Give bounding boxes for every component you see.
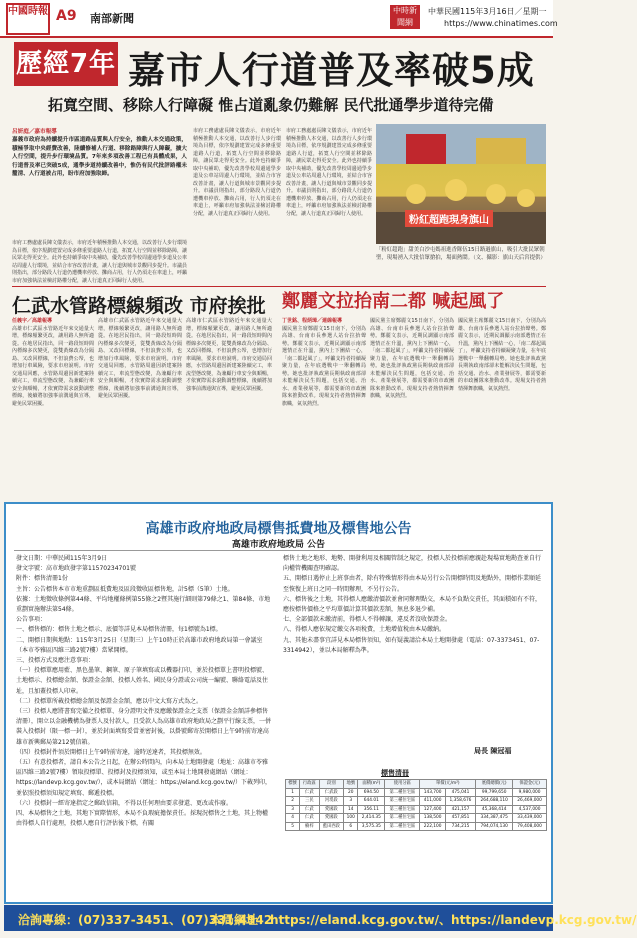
headline-kicker: 歷經7年	[14, 42, 118, 86]
land-table-cell: 33,439,000	[513, 814, 547, 823]
notice-item: 九、其他未盡事宜詳見本局標售須知，如有疑義請洽本局土地開發處（電話：07-3373451、07-3314942），並以本局解釋為準。	[283, 636, 540, 654]
page-section: 南部新聞	[90, 12, 134, 25]
notice-divider	[14, 550, 543, 551]
notice-item: （六）投標封一經寄達指定之郵政信箱，不得以任何理由要求發還、更改或作廢。	[16, 799, 233, 807]
lead-body-col3: 市府工務處處長陳文儀表示，市府近年積極推動人本交通，以改善行人步行環境為目標，依序規劃建置完成多條重要道路人行道，拓寬人行空間並移除路障，讓民眾走得更安全。此外也持續爭取中央補助，優先改善學校周邊通學步道及公車站周邊人行環境，並結合市容改善計畫，讓人行道與城市景觀同步提升。市議員則指出，部分路段人行道仍遭機車停放、攤商占用，行人仍須走在車道上，呼籲市府加強執法並檢討路權分配，讓人行道真正回歸行人使用。	[286, 128, 372, 217]
story3-title-a: 鄭麗文拉抬南二都	[282, 291, 426, 312]
notice-item: 五、開標日遇停止上班事由者，除有特殊情形得由本局另行公告開標時間及地點外，開標作業順延至恢復上班日之同一時間辦理，不另行公告。	[283, 575, 542, 593]
notice-item: 八、得標人應依規定繳交各項稅費，土地增值稅由本局繳納。	[283, 626, 446, 634]
story2-col2: 高雄市仁武區水管路近年來交通量大增，標線頻繁更改，讓用路人無所適從。在地居民指出，同一路段短時間內標線多次變更，從雙黃線改為分隔島、又改回標線，不但浪費公帑，也增加行車風險，要求市府說明。市府交通局回應，水管路周邊因新建案陸續完工，車流型態改變，為兼顧行車安全與順暢，才依實際需求滾動調整標線，後續將加強事前溝通與宣導，避免民眾困擾。	[98, 318, 182, 399]
story3-col3: 國民黨主席鄭麗文15日南下，分別為高雄、台南市長參選人站台拉抬聲勢。鄭麗文表示，近期民調顯示南部選情正在升溫，黨內上下團結一心，「南二都起風了」，呼籲支持者持續凝聚力量，在年底選戰中一舉翻轉局勢。她也批評執政黨長期執政南部卻未能解決民生問題，包括交通、治水、產業發展等，都需要新的市政團隊來推動改革。現場支持者熱情揮舞旗幟，氣氛熱烈。	[458, 318, 546, 392]
land-table-cell: 仁武	[300, 788, 319, 797]
notice-footer	[4, 905, 637, 931]
land-table-header-cell: 面積(m²)	[358, 780, 385, 789]
land-table-title: 標售清冊	[381, 769, 409, 777]
land-table-cell: 愛國段	[319, 814, 344, 823]
land-table	[285, 779, 547, 831]
lead-body-col2: 市府工務處處長陳文儀表示，市府近年積極推動人本交通，以改善行人步行環境為目標，依序規劃建置完成多條重要道路人行道，拓寬人行空間並移除路障，讓民眾走得更安全。此外也持續爭取中央補助，優先改善學校周邊通學步道及公車站周邊人行環境，並結合市容改善計畫，讓人行道與城市景觀同步提升。市議員則指出，部分路段人行道仍遭機車停放、攤商占用，行人仍須走在車道上，呼籲市府加強執法並檢討路權分配，讓人行道真正回歸行人使用。	[193, 128, 281, 217]
land-table-cell: 475,041	[445, 788, 475, 797]
land-table-cell: 26,469,000	[513, 797, 547, 806]
land-table-cell: 14	[344, 805, 358, 814]
land-table-cell: 3	[286, 805, 300, 814]
lead-summary-text: 嘉義市政府為持續提升市區道路品質與人行安全，推動人本交通政策，積極爭取中央經費改善，陸續修補人行道、移除路障與行人障礙，擴大人行空間，提升步行環境品質。7年來多項改善工程已有具體成果，人行道普及率已突破5成，通學步道持續改善中，惟仍有民代批評路權未釐清、人行道被占用，盼市府加強取締。	[12, 137, 187, 178]
land-table-header-cell: 單價(元/m²)	[420, 780, 476, 789]
notice-item: （四）投標封件須於開標日上午9時前寄達，逾時送達者，其投標無效。	[16, 748, 206, 756]
land-table-header-cell: 底價總價(元)	[476, 780, 513, 789]
land-table-row	[286, 788, 547, 797]
site-url[interactable]: https://www.chinatimes.com	[444, 19, 558, 28]
land-table-header-cell: 段別	[319, 780, 344, 789]
story2-col3: 高雄市仁武區水管路近年來交通量大增，標線頻繁更改，讓用路人無所適從。在地居民指出，同一路段短時間內標線多次變更，從雙黃線改為分隔島、又改回標線，不但浪費公帑，也增加行車風險，要求市府說明。市府交通局回應，水管路周邊因新建案陸續完工，車流型態改變，為兼顧行車安全與順暢，才依實際需求滾動調整標線，後續將加強事前溝通與宣導，避免民眾困擾。	[186, 318, 272, 392]
land-table-cell: 356.11	[358, 805, 385, 814]
brand-badge: 中時新聞網	[390, 5, 420, 29]
land-table-cell: 9,980,000	[513, 788, 547, 797]
notice-title: 高雄市政府地政局標售抵費地及標售地公告	[145, 521, 412, 537]
issue-date: 中華民國115年3月16日／星期一	[428, 7, 547, 16]
notice-meta: 發文日期：中華民國115年3月9日	[16, 555, 108, 562]
land-table-cell: 仁武	[300, 814, 319, 823]
story2-byline: 任義宇／高雄報導	[12, 318, 53, 324]
land-table-body	[286, 788, 547, 831]
land-table-cell: 仁武段	[319, 788, 344, 797]
land-table-cell: 45,368,414	[476, 805, 513, 814]
land-table-cell: 694.50	[358, 788, 385, 797]
land-table-header-cell: 地號	[344, 780, 358, 789]
land-table-cell: 三民	[300, 797, 319, 806]
land-table-cell: 222,100	[420, 822, 445, 831]
land-table-cell: 仁武	[300, 805, 319, 814]
land-table-cell: 334,387,475	[476, 814, 513, 823]
notice-item: 三、投標方式及應注意事項：	[16, 657, 95, 665]
notice-subtitle: 高雄市政府地政局 公告	[231, 540, 326, 550]
notice-item: （二）投標單所載投標總金額及保證金金額，應以中文大寫方式為之。	[16, 697, 203, 705]
land-table-cell: 264,688,110	[476, 797, 513, 806]
land-table-cell: 794,074,130	[476, 822, 513, 831]
notice-item: 六、標售後之土地，其得標人應繳清價款並會同辦理點交，本局不負點交責任，其面積如有不符，應按標售價格之平均單價計算其價款差額，無息多退少補。	[283, 595, 542, 614]
land-table-cell: 20	[344, 788, 358, 797]
land-table-cell: 138,500	[420, 814, 445, 823]
notice-item: （五）有意投標者，請自本公告之日起，在辦公時間內，向本局土地開發處（地址：高雄市苓雅區四維三路2號7樓）領取投標單、投標封及投標須知，或至本局土地開發處網站（網址：https://landevp.kcg.gov.tw/），或本局網站（網址：https://eland.kcg.gov.tw/）下載列印，並依照投標須知規定填寫、郵遞投標。	[16, 759, 271, 797]
story3-col1	[282, 318, 366, 490]
land-table-header-row	[286, 780, 547, 789]
land-table-cell: 4	[286, 814, 300, 823]
story2-text: 高雄市仁武區水管路近年來交通量大增，標線頻繁更改，讓用路人無所適從。在地居民指出，同一路段短時間內標線多次變更，從雙黃線改為分隔島、又改回標線，不但浪費公帑，也增加行車風險，要求市府說明。市府交通局回應，水管路周邊因新建案陸續完工，車流型態改變，為兼顧行車安全與順暢，才依實際需求滾動調整標線，後續將加強事前溝通與宣導，避免民眾困擾。	[12, 325, 94, 407]
land-table-cell: 421,157	[445, 805, 475, 814]
land-table-cell: 3,575.35	[358, 822, 385, 831]
land-table-row	[286, 814, 547, 823]
hotline-text: 洽詢專線：(07)337-3451、(07)331-4942	[18, 913, 273, 927]
story3-title	[282, 287, 504, 313]
story3-col2: 國民黨主席鄭麗文15日南下，分別為高雄、台南市長參選人站台拉抬聲勢。鄭麗文表示，近期民調顯示南部選情正在升溫，黨內上下團結一心，「南二都起風了」，呼籲支持者持續凝聚力量，在年底選戰中一舉翻轉局勢。她也批評執政黨長期執政南部卻未能解決民生問題，包括交通、治水、產業發展等，都需要新的市政團隊來推動改革。現場支持者熱情揮舞旗幟，氣氛熱烈。	[370, 318, 454, 399]
website-text[interactable]: 本局網址：https://eland.kcg.gov.tw/、https://landevp.kcg.gov.tw/	[210, 913, 637, 927]
notice-meta: 附件：標售清冊1份	[16, 575, 68, 583]
land-table-cell: 79,408,000	[513, 822, 547, 831]
land-table-cell: 第二種住宅區	[385, 822, 420, 831]
land-table-cell: 1	[286, 788, 300, 797]
land-table-cell: 143,700	[420, 788, 445, 797]
page-number: A9	[56, 8, 77, 24]
land-table-cell: 2	[286, 797, 300, 806]
main-headline: 嘉市人行道普及率破5成	[128, 49, 535, 92]
land-table-header-cell: 標號	[286, 780, 300, 789]
land-table-row	[286, 805, 547, 814]
land-table-cell: 3	[344, 797, 358, 806]
photo-title: 粉紅超跑現身旗山	[405, 210, 493, 227]
land-table-cell: 1,358,676	[445, 797, 475, 806]
notice-meta: 發文字號：高市地政發字第11570234701號	[16, 565, 136, 573]
notice-item: （一）投標單應用藍、黑色墨筆、鋼筆、原子筆填寫或以機器打印，並於投標單上書明投標號、土地標示、投標總金額、保證金金額、投標人姓名、國民身分證或公司統一編號、聯絡電話及住址，且加蓋投標人印章。	[16, 667, 269, 695]
land-table-cell: 411,000	[420, 797, 445, 806]
land-table-cell: 愛國段	[319, 805, 344, 814]
land-table-cell: 127,400	[420, 805, 445, 814]
land-table-header-cell: 行政區	[300, 780, 319, 789]
lead-summary	[12, 128, 187, 238]
notice-item: 七、全部價款未繳清前，得標人不得轉讓，違反者沒收保證金。	[283, 616, 452, 624]
land-sale-notice	[4, 502, 553, 904]
notice-body-right	[283, 554, 545, 744]
story3-text: 國民黨主席鄭麗文15日南下，分別為高雄、台南市長參選人站台拉抬聲勢。鄭麗文表示，近期民調顯示南部選情正在升溫，黨內上下團結一心，「南二都起風了」，呼籲支持者持續凝聚力量，在年底選戰中一舉翻轉局勢。她也批評執政黨長期執政南部卻未能解決民生問題，包括交通、治水、產業發展等，都需要新的市政團隊來推動改革。現場支持者熱情揮舞旗幟，氣氛熱烈。	[282, 325, 366, 407]
notice-item: 依據：土地徵收條例第44條、平均地權條例第55條之2暨其施行細則第79條之1、第84條、市地重劃實施辦法第54條。	[16, 595, 271, 614]
story2-col1	[12, 318, 94, 490]
land-table-cell: 100	[344, 814, 358, 823]
land-table-cell: 第二種住宅區	[385, 788, 420, 797]
land-table-row	[286, 797, 547, 806]
lead-body-col1: 市府工務處處長陳文儀表示，市府近年積極推動人本交通，以改善行人步行環境為目標，依序規劃建置完成多條重要道路人行道，拓寬人行空間並移除路障，讓民眾走得更安全。此外也持續爭取中央補助，優先改善學校周邊通學步道及公車站周邊人行環境，並結合市容改善計畫，讓人行道與城市景觀同步提升。市議員則指出，部分路段人行道仍遭機車停放、攤商占用，行人仍須走在車道上，呼籲市府加強執法並檢討路權分配，讓人行道真正回歸行人使用。	[12, 240, 188, 284]
lead-byline: 呂妍庭／嘉市報導	[12, 129, 57, 135]
notice-signer: 局長 陳冠福	[474, 747, 512, 755]
land-table-cell: 第三種住宅區	[385, 797, 420, 806]
notice-body-left	[16, 554, 271, 899]
story3-title-b: 喊起風了	[432, 291, 505, 312]
land-table-cell: 734,215	[445, 822, 475, 831]
land-table-cell: 藍田西段	[319, 822, 344, 831]
newspaper-logo: 中國時報	[6, 3, 50, 35]
photo-caption: 「粉紅超跑」甜美白沙屯媽祖進香隊伍15日路過旗山，吸引大批民眾朝聖，現場湧入大批信眾搶拍，場面熱鬧。（文、攝影：旗山天后宮提供）	[376, 247, 546, 261]
land-table-cell: 楠梓	[300, 822, 319, 831]
notice-item: 二、開標日期與地點：115年3月25日（星期三）上午10時正於高雄市政府地政局第一會議室（本市苓雅區四維三路2號7樓）當眾開標。	[16, 636, 263, 654]
land-table-cell: 99,799,650	[476, 788, 513, 797]
notice-item: 主旨：公告標售本市市地重劃區抵費地及區段徵收區標售地，計5標（5筆）土地。	[16, 585, 234, 593]
land-table-row	[286, 822, 547, 831]
sub-headline: 拓寬空間、移除人行障礙 惟占道亂象仍難解 民代批通學步道待完備	[48, 96, 494, 114]
land-table-cell: 第三種住宅區	[385, 805, 420, 814]
story3-byline: 丁世銘、程炳璋／連線報導	[282, 318, 343, 324]
land-table-cell: 6	[344, 822, 358, 831]
land-table-header-cell: 保證金(元)	[513, 780, 547, 789]
land-table-cell: 河堤段	[319, 797, 344, 806]
page-header	[0, 0, 558, 38]
land-table-cell: 644.01	[358, 797, 385, 806]
land-table-cell: 5	[286, 822, 300, 831]
notice-item: 四、本局標售之土地，其地下實際情形，本局不負瑕疵擔保責任。採現況標售之土地，其上物權由得標人自行處理，投標人應自行評估後下標，有關	[16, 810, 269, 828]
notice-item: （三）投標人應將書寫完備之投標單、身分證明文件及應繳保證金之支票（保證金金額詳參標售清冊），開立以金融機構為發票人及付款人，且受款人為高雄市政府地政局之劃平行線支票，一併裝入投標封（限一標一封），並於封面填寫妥當並密封後，以掛號郵寄於開標日上午9時前寄達高雄市新興郵局第212號信箱。	[16, 708, 272, 746]
notice-item: 標售土地之地形、地勢、開發利用及相關管制之規定，投標人於投標前應親赴現場實地勘查並自行向權管機關查明確認。	[283, 555, 542, 573]
story2-title: 仁武水管路標線頻改 市府挨批	[12, 295, 266, 317]
land-table-cell: 4,537,000	[513, 805, 547, 814]
land-table-cell: 457,851	[445, 814, 475, 823]
land-table-header-cell: 使用分區	[385, 780, 420, 789]
land-table-cell: 第二種住宅區	[385, 814, 420, 823]
notice-item: 公告事項：	[16, 616, 47, 624]
land-table-cell: 2,414.35	[358, 814, 385, 823]
notice-item: 一、標售標的：標售土地之標示、底價等詳見本局標售清冊，每1標號為1標。	[16, 626, 222, 634]
